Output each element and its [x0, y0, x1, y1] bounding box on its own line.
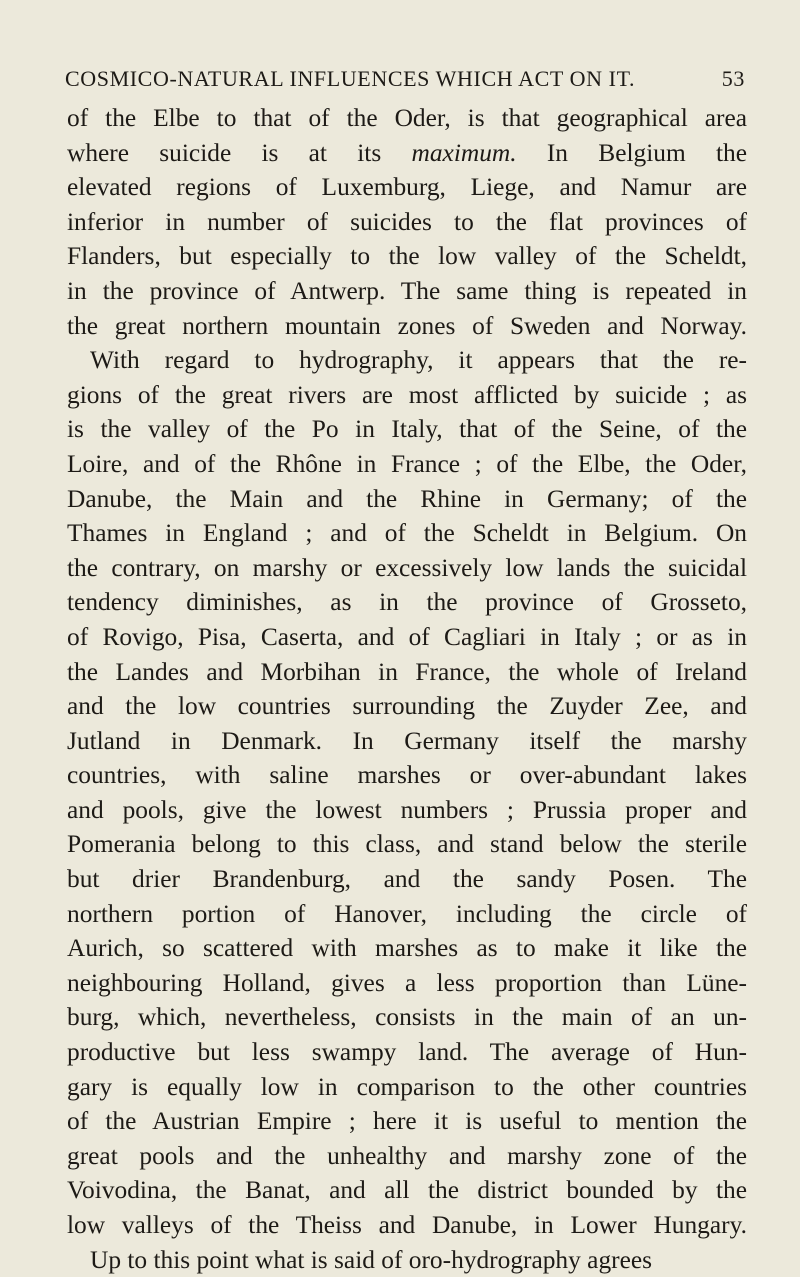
text-line: and the low countries surrounding the Zuyder Zee, and [67, 692, 747, 721]
page-number: 53 [721, 66, 745, 91]
italic-emphasis: maximum. [411, 138, 517, 167]
text-line: northern portion of Hanover, including the circle of [67, 899, 747, 928]
text-line: the Landes and Morbihan in France, the whole of Ireland [67, 657, 747, 686]
text-line: great pools and the unhealthy and marshy zone of the [67, 1141, 747, 1170]
text-line: tendency diminishes, as in the province of Grosseto, [67, 588, 747, 617]
text-line: Pomerania belong to this class, and stand below the sterile [67, 830, 747, 859]
text-line: and pools, give the lowest numbers ; Prussia proper and [67, 795, 747, 824]
running-head-title: COSMICO-NATURAL INFLUENCES WHICH ACT ON IT. [65, 66, 636, 91]
text-line: is the valley of the Po in Italy, that of the Seine, of the [67, 415, 747, 444]
text-line: elevated regions of Luxemburg, Liege, and Namur are [67, 173, 747, 202]
text-line: neighbouring Holland, gives a less proportion than Lüne- [67, 968, 747, 997]
text-line: inferior in number of suicides to the flat provinces of [67, 207, 747, 236]
text-line: gions of the great rivers are most afflicted by suicide ; as [67, 380, 747, 409]
text-line: of the Elbe to that of the Oder, is that geographical area [67, 104, 747, 132]
text-line: gary is equally low in comparison to the other countries [67, 1072, 747, 1101]
text-line: of the Austrian Empire ; here it is useful to mention the [67, 1107, 747, 1136]
text-line: in the province of Antwerp. The same thing is repeated in [67, 276, 747, 305]
text-line [67, 136, 747, 171]
text-line: low valleys of the Theiss and Danube, in Lower Hungary. [67, 1211, 747, 1239]
text-line: Danube, the Main and the Rhine in Germany; of the [67, 484, 747, 513]
text-line: burg, which, nevertheless, consists in the main of an un- [67, 1003, 747, 1032]
text-line: productive but less swampy land. The average of Hun- [67, 1038, 747, 1067]
running-head [65, 66, 745, 92]
body-paragraph [67, 101, 747, 1277]
text-line: Loire, and of the Rhône in France ; of the Elbe, the Oder, [67, 449, 747, 478]
text-line: Thames in England ; and of the Scheldt in Belgium. On [67, 519, 747, 548]
text-run: where suicide is at its [67, 138, 412, 167]
text-line: countries, with saline marshes or over-abundant lakes [67, 761, 747, 790]
text-line: Jutland in Denmark. In Germany itself the marshy [67, 726, 747, 755]
text-run: In Belgium the [516, 138, 748, 167]
text-line: Voivodina, the Banat, and all the district bounded by the [67, 1176, 747, 1205]
text-line: Up to this point what is said of oro-hydrography agrees [90, 1245, 653, 1274]
text-line: but drier Brandenburg, and the sandy Posen. The [67, 865, 747, 894]
text-line: the contrary, on marshy or excessively low lands the suicidal [67, 553, 747, 582]
text-line: Flanders, but especially to the low valley of the Scheldt, [67, 242, 747, 271]
text-line: Aurich, so scattered with marshes as to make it like the [67, 934, 747, 963]
text-line: With regard to hydrography, it appears that the re- [90, 346, 747, 375]
text-line: of Rovigo, Pisa, Caserta, and of Cagliari in Italy ; or as in [67, 622, 747, 651]
text-line: the great northern mountain zones of Sweden and Norway. [67, 311, 747, 340]
